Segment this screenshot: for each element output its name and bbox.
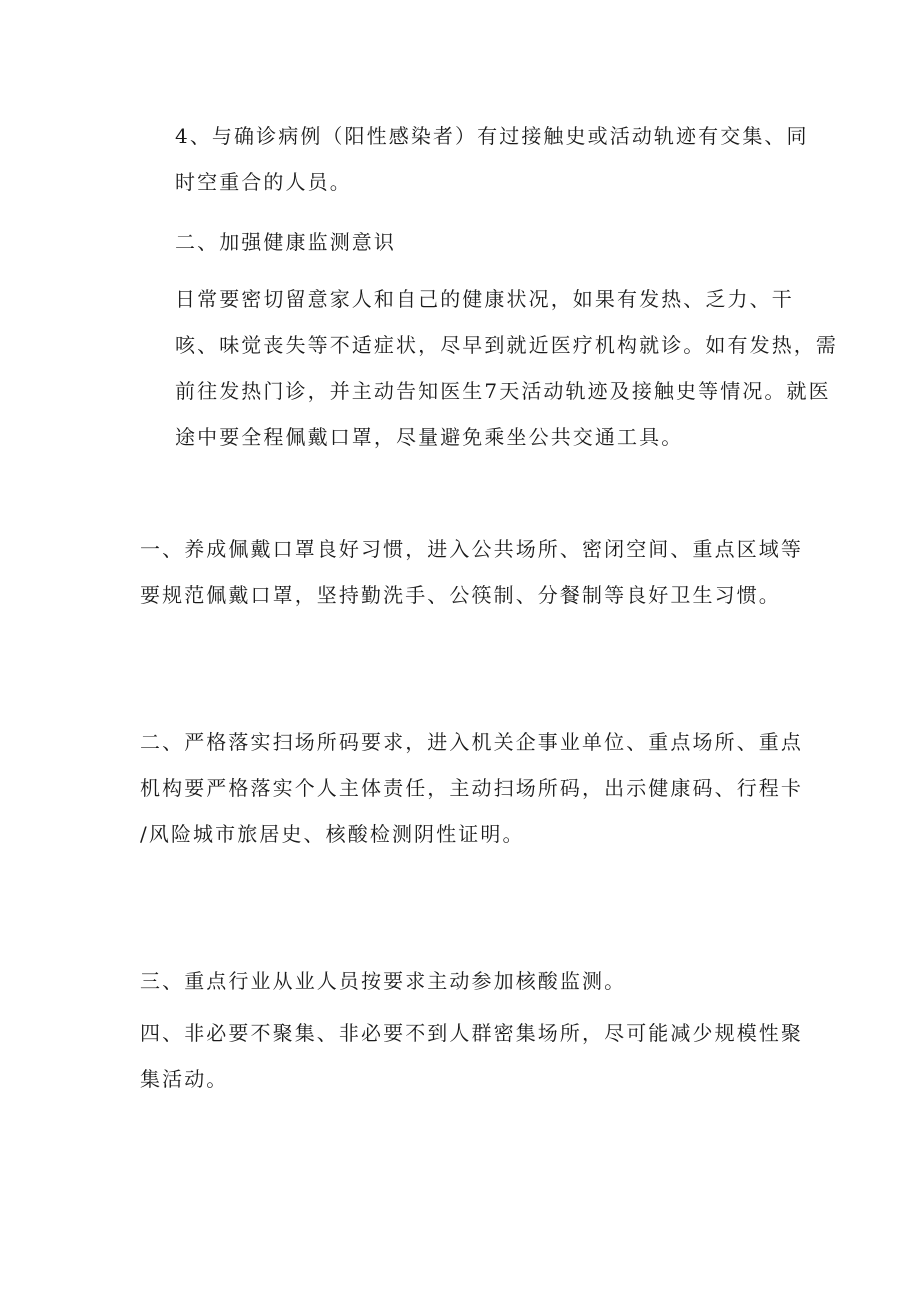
paragraph-item-1-mask: [140, 526, 803, 618]
text-line: 4、与确诊病例（阳性感染者）有过接触史或活动轨迹有交集、同: [175, 124, 809, 148]
paragraph-item-3-testing: [140, 958, 785, 1004]
text-line: /风险城市旅居史、核酸检测阴性证明。: [140, 822, 525, 846]
text-line: 四、非必要不聚集、非必要不到人群密集场所，尽可能减少规模性聚: [140, 1021, 803, 1045]
text-line: 途中要全程佩戴口罩，尽量避免乘坐公共交通工具。: [175, 425, 684, 449]
text-line: 机构要严格落实个人主体责任，主动扫场所码，出示健康码、行程卡: [140, 776, 803, 800]
section-heading-health-monitoring: [140, 219, 820, 265]
text-line: 集活动。: [140, 1067, 229, 1091]
text-line: 时空重合的人员。: [175, 170, 352, 194]
text-line: 咳、味觉丧失等不适症状，尽早到就近医疗机构就诊。如有发热，需: [175, 333, 838, 357]
paragraph-daily-health: [140, 276, 838, 460]
text-line: 要规范佩戴口罩，坚持勤洗手、公筷制、分餐制等良好卫生习惯。: [140, 583, 781, 607]
text-line: 二、加强健康监测意识: [175, 230, 396, 254]
paragraph-item-4-gathering: [140, 1010, 803, 1102]
text-line: 二、严格落实扫场所码要求，进入机关企事业单位、重点场所、重点: [140, 730, 803, 754]
paragraph-item-2-scan-code: [140, 719, 803, 857]
text-line: 日常要密切留意家人和自己的健康状况，如果有发热、乏力、干: [175, 287, 794, 311]
paragraph-contact-item-4: [140, 113, 820, 205]
text-line: 一、养成佩戴口罩良好习惯，进入公共场所、密闭空间、重点区域等: [140, 537, 803, 561]
text-line: 前往发热门诊，并主动告知医生7天活动轨迹及接触史等情况。就医: [175, 379, 831, 403]
text-line: 三、重点行业从业人员按要求主动参加核酸监测。: [140, 969, 627, 993]
